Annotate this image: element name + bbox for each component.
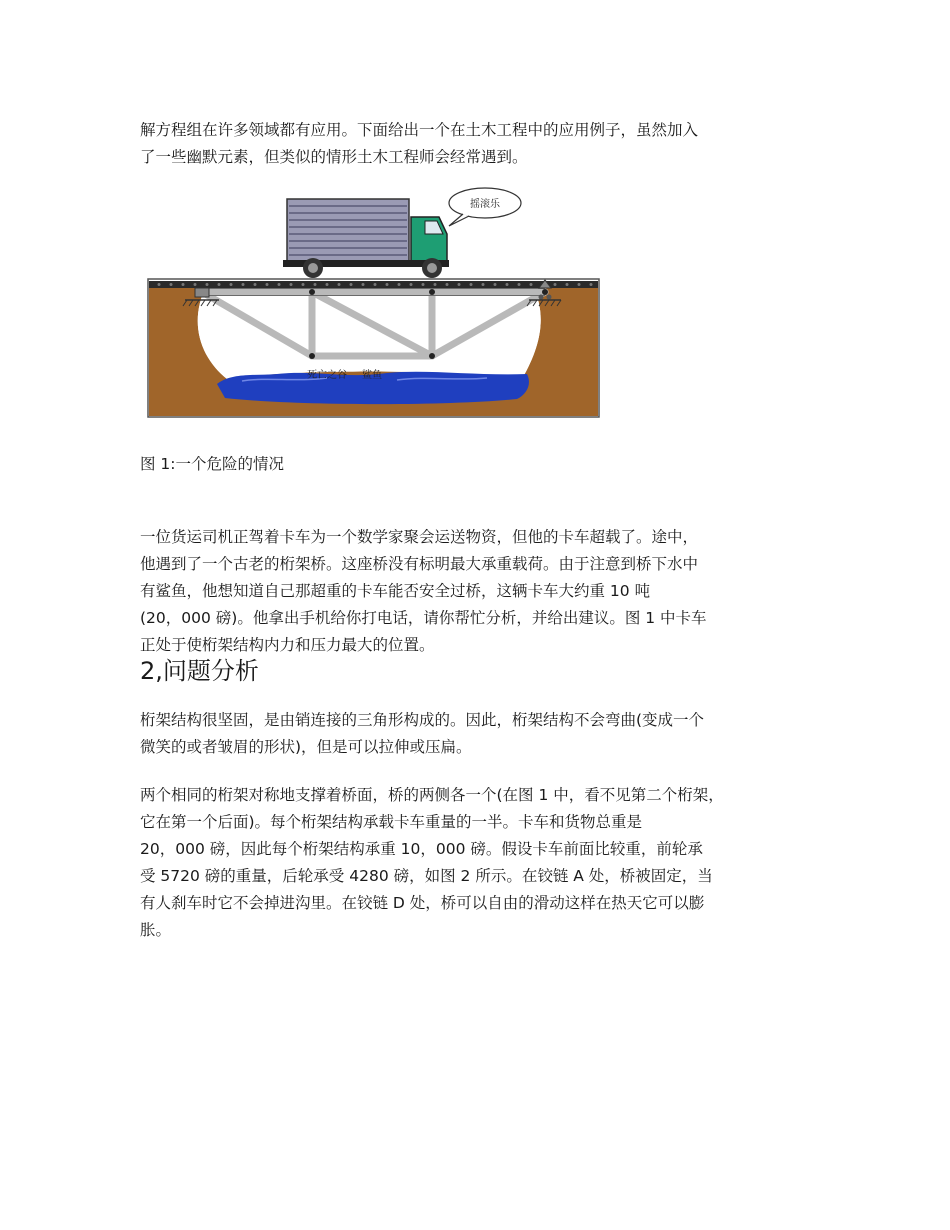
intro-line: 解方程组在许多领域都有应用。下面给出一个在土木工程中的应用例子，虽然加入 [140,121,699,139]
valley-label: 死亡之谷 [307,370,347,381]
analysis-paragraph-1 [140,707,830,761]
analysis-paragraph-2 [140,782,830,944]
story-line: 正处于使桁架结构内力和压力最大的位置。 [140,636,435,654]
analysis-line: 受 5720 磅的重量，后轮承受 4280 磅，如图 2 所示。在铰链 A 处，桥被固定，当 [140,867,713,885]
intro-line: 了一些幽默元素，但类似的情形土木工程师会经常遇到。 [140,148,528,166]
analysis-line: 它在第一个后面)。每个桁架结构承载卡车重量的一半。卡车和货物总重是 [140,813,643,831]
shark-label: 鲨鱼 [362,370,382,381]
truck [283,199,449,278]
analysis-line: 胀。 [140,921,172,939]
analysis-line: 20，000 磅，因此每个桁架结构承重 10，000 磅。假设卡车前面比较重，前轮承 [140,840,703,858]
figure-caption: 图 1:一个危险的情况 [140,455,285,473]
analysis-line: 两个相同的桁架对称地支撑着桥面，桥的两侧各一个(在图 1 中，看不见第二个桁架， [140,786,724,804]
story-line: 他遇到了一个古老的桁架桥。这座桥没有标明最大承重载荷。由于注意到桥下水中 [140,555,699,573]
analysis-line: 微笑的或者皱眉的形状)，但是可以拉伸或压扁。 [140,738,472,756]
speech-bubble [449,188,521,226]
story-paragraph [140,524,830,659]
truck-cargo [287,199,409,261]
valley-space [198,284,541,379]
story-line: 一位货运司机正驾着卡车为一个数学家聚会运送物资，但他的卡车超载了。途中， [140,528,699,546]
story-line: 有鲨鱼，他想知道自己那超重的卡车能否安全过桥，这辆卡车大约重 10 吨 [140,582,651,600]
speech-bubble-text: 摇滚乐 [470,199,500,210]
section-heading: 2,问题分析 [140,657,259,685]
story-line: (20，000 磅)。他拿出手机给你打电话，请你帮忙分析，并给出建议。图 1 中卡车 [140,609,707,627]
intro-paragraph [140,117,830,171]
analysis-line: 桁架结构很坚固，是由销连接的三角形构成的。因此，桁架结构不会弯曲(变成一个 [140,711,705,729]
analysis-line: 有人刹车时它不会掉进沟里。在铰链 D 处，桥可以自由的滑动这样在热天它可以膨 [140,894,705,912]
truss-bridge-figure [147,184,600,419]
